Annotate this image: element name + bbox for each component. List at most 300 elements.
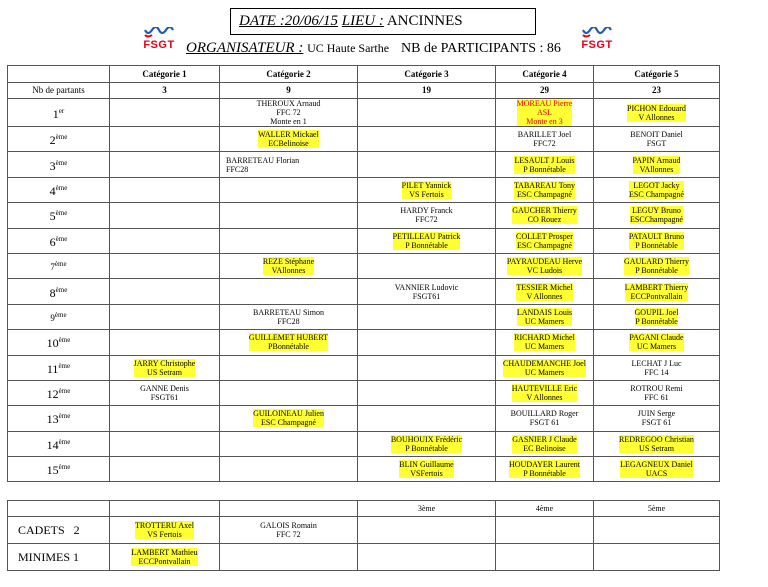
rank-cell [8, 279, 110, 304]
result-cell-cat-1 [110, 99, 220, 127]
result-cell-cat-4 [496, 304, 594, 329]
result-cell-cat-3 [358, 127, 496, 152]
rider-name: REDREGOO Christian [619, 434, 694, 444]
rank-row [8, 127, 720, 152]
rider-entry [516, 283, 572, 301]
result-cell-cat-2 [220, 99, 358, 127]
result-cell-cat-2 [220, 304, 358, 329]
rank-number: 11 [46, 361, 59, 376]
rank-cell [8, 431, 110, 456]
result-cell-cat-5 [594, 355, 720, 380]
youth-result-cell [220, 544, 358, 571]
result-cell-cat-4 [496, 127, 594, 152]
result-cell-cat-5 [594, 457, 720, 482]
rider-entry [629, 181, 684, 199]
rank-suffix: ème [54, 260, 67, 269]
result-cell-cat-4 [496, 355, 594, 380]
rank-row [8, 279, 720, 304]
rider-entry [509, 460, 580, 478]
rider-club: UC Mamers [524, 316, 565, 326]
rider-name: GANNE Denis [140, 384, 189, 394]
category-1-header: Catégorie 1 [110, 66, 220, 83]
category-2-header: Catégorie 2 [220, 66, 358, 83]
youth-result-cell [496, 517, 594, 544]
rider-club: EC Belinoise [523, 443, 566, 453]
rank-suffix: ème [55, 133, 68, 142]
rank-rows [8, 99, 720, 482]
rider-club: P Bonnétable [523, 469, 566, 479]
rider-club: UC Mamers [524, 342, 565, 352]
result-cell-cat-4 [496, 406, 594, 431]
category-5-header: Catégorie 5 [594, 66, 720, 83]
rider-club: FFC28 [226, 164, 249, 174]
youth-header-cell: 5ème [594, 501, 720, 517]
rider-club: CO Rouez [527, 215, 562, 225]
starters-count: 23 [594, 83, 720, 99]
rider-club: ESC Champagné [517, 240, 572, 250]
rider-club: Monte en 3 [526, 117, 563, 126]
rank-cell [8, 406, 110, 431]
youth-result-cell [594, 544, 720, 571]
result-cell-cat-3 [358, 152, 496, 177]
rider-name: LECHAT J Luc [631, 358, 682, 368]
result-cell-cat-2 [220, 406, 358, 431]
youth-header-cell: 4ème [496, 501, 594, 517]
rank-number: 10 [46, 336, 59, 351]
org-value: UC Haute Sarthe [307, 41, 390, 55]
rider-club: FFC 72 [276, 530, 301, 539]
rank-cell [8, 380, 110, 405]
rank-row [8, 457, 720, 482]
rider-club: FSGT 61 [641, 418, 672, 428]
rider-name: TABAREAU Tony [513, 180, 576, 190]
result-cell-cat-3 [358, 279, 496, 304]
rider-club: ECBelinoise [268, 139, 309, 149]
rider-club: FFC 61 [644, 393, 669, 403]
result-cell-cat-2 [220, 380, 358, 405]
rank-number: 8 [49, 285, 56, 300]
logo-wave-icon [144, 27, 174, 39]
result-cell-cat-2 [220, 203, 358, 228]
rank-row [8, 177, 720, 202]
rider-name: PILET Yannick [401, 180, 452, 190]
result-cell-cat-3 [358, 330, 496, 355]
rider-name: BENOIT Daniel [630, 130, 683, 140]
result-cell-cat-1 [110, 380, 220, 405]
result-cell-cat-1 [110, 228, 220, 253]
youth-table [7, 500, 720, 571]
rank-number: 4 [49, 183, 56, 198]
rank-suffix: ème [58, 437, 71, 446]
rank-number: 15 [46, 463, 59, 478]
participants-count: NB de PARTICIPANTS : 86 [401, 41, 561, 56]
corner-cell [8, 66, 110, 83]
rank-number: 9 [50, 312, 55, 323]
rider-entry [393, 232, 461, 250]
starters-count: 29 [496, 83, 594, 99]
rank-suffix: ème [55, 234, 68, 243]
result-cell-cat-2 [220, 127, 358, 152]
org-label: ORGANISATEUR : [186, 40, 304, 56]
rider-entry [507, 257, 582, 275]
result-cell-cat-3 [358, 203, 496, 228]
rider-name: GALOIS Romain [260, 521, 317, 530]
rider-name: PAPIN Arnaud [632, 155, 681, 165]
result-cell-cat-5 [594, 99, 720, 127]
starters-count: 19 [358, 83, 496, 99]
result-cell-cat-1 [110, 203, 220, 228]
rider-entry [263, 257, 314, 275]
rank-suffix: ème [58, 412, 71, 421]
youth-row [8, 517, 720, 544]
rider-entry [514, 333, 575, 351]
rank-cell [8, 330, 110, 355]
rank-number: 12 [46, 387, 59, 402]
rider-club: UC Mamers [524, 367, 565, 377]
rider-entry [620, 460, 693, 478]
rider-club: FSGT 61 [529, 418, 560, 428]
rider-entry [627, 104, 686, 122]
rider-club: UACS [645, 469, 668, 479]
result-cell-cat-2 [220, 457, 358, 482]
result-cell-cat-3 [358, 406, 496, 431]
result-cell-cat-3 [358, 457, 496, 482]
rider-entry [514, 156, 574, 174]
fsgt-logo-left [142, 27, 176, 55]
youth-result-cell [358, 517, 496, 544]
rider-club: FSGT61 [150, 393, 179, 403]
event-date-location [239, 13, 463, 30]
rider-entry [134, 359, 196, 377]
rider-entry [395, 283, 459, 301]
rider-club: P Bonnétable [405, 240, 448, 250]
date-value: 20/06/15 [284, 13, 339, 29]
rider-entry [630, 130, 683, 148]
rider-name: HAUTEVILLE Eric [511, 384, 578, 394]
organizer [186, 40, 389, 57]
result-cell-cat-4 [496, 99, 594, 127]
rider-club: VAllonnes [639, 164, 674, 174]
result-cell-cat-3 [358, 228, 496, 253]
rider-entry [624, 257, 689, 275]
rank-number: 7 [50, 262, 55, 273]
rider-name: LAMBERT Mathieu [131, 548, 198, 557]
result-cell-cat-4 [496, 152, 594, 177]
rider-club: FFC 72 [276, 108, 301, 117]
result-cell-cat-4 [496, 203, 594, 228]
result-cell-cat-3 [358, 431, 496, 456]
rider-name: ROTROU Remi [630, 384, 683, 394]
rider-club: ECCPontvallain [138, 557, 191, 566]
rider-entry [512, 435, 576, 453]
rider-name: BLIN Guillaume [399, 460, 454, 470]
rider-name: PETILLEAU Patrick [392, 231, 461, 241]
rider-name: HARDY Franck [400, 206, 453, 216]
result-cell-cat-4 [496, 457, 594, 482]
result-cell-cat-4 [496, 380, 594, 405]
rider-entry [633, 156, 681, 174]
youth-header-row [8, 501, 720, 517]
rider-name: GUILLEMET HUBERT [248, 333, 329, 343]
rider-club: ESCChampagné [630, 215, 683, 225]
result-cell-cat-5 [594, 152, 720, 177]
rider-club: FSGT61 [412, 291, 441, 301]
starters-count: 9 [220, 83, 358, 99]
result-cell-cat-3 [358, 253, 496, 278]
rank-suffix: ème [55, 158, 68, 167]
youth-header-cell [110, 501, 220, 517]
youth-header-cell [8, 501, 110, 517]
rider-name: COLLET Prosper [516, 231, 573, 241]
rank-row [8, 431, 720, 456]
rider-name: BARRETEAU Simon [253, 307, 324, 317]
youth-result-cell [594, 517, 720, 544]
rider-club: PBonnétable [268, 342, 309, 352]
result-cell-cat-5 [594, 330, 720, 355]
rider-club: ESC Champagné [517, 189, 572, 199]
rider-club: ESC Champagné [261, 418, 316, 428]
result-cell-cat-1 [110, 253, 220, 278]
rider-entry [625, 283, 688, 301]
rider-entry [511, 409, 579, 427]
rider-club: UC Mamers [636, 342, 677, 352]
rider-club: FFC72 [415, 215, 438, 225]
result-cell-cat-1 [110, 304, 220, 329]
result-cell-cat-2 [220, 330, 358, 355]
rider-club: VS Fertois [147, 530, 182, 539]
rider-name: JARRY Christophe [133, 358, 196, 368]
logo-text: FSGT [143, 39, 175, 51]
rider-entry [249, 333, 328, 351]
rider-name: BARRETEAU Florian [226, 155, 300, 165]
rank-cell [8, 152, 110, 177]
youth-result-cell [496, 544, 594, 571]
rank-row [8, 152, 720, 177]
result-cell-cat-4 [496, 177, 594, 202]
rider-club: P Bonnétable [405, 443, 448, 453]
result-cell-cat-1 [110, 177, 220, 202]
rider-entry [135, 521, 194, 539]
starters-row [8, 83, 720, 99]
result-cell-cat-5 [594, 304, 720, 329]
rider-entry [260, 521, 317, 539]
result-cell-cat-2 [220, 431, 358, 456]
rank-row [8, 380, 720, 405]
rank-number: 2 [49, 133, 56, 148]
youth-category-label: MINIMES 1 [8, 544, 110, 571]
result-cell-cat-3 [358, 304, 496, 329]
rider-name: REZE Stéphane [262, 257, 315, 267]
rider-entry [514, 181, 575, 199]
result-cell-cat-5 [594, 127, 720, 152]
rider-entry [226, 156, 299, 174]
rank-number: 13 [46, 412, 59, 427]
rank-suffix: er [58, 106, 65, 115]
rider-club: VS Fertois [409, 189, 444, 199]
rank-row [8, 304, 720, 329]
rider-entry [253, 409, 324, 427]
result-cell-cat-1 [110, 127, 220, 152]
youth-row [8, 544, 720, 571]
result-cell-cat-4 [496, 431, 594, 456]
rider-name: PAGANI Claude [629, 333, 684, 343]
result-cell-cat-4 [496, 253, 594, 278]
rider-club: VC Ludois [526, 266, 563, 276]
result-cell-cat-2 [220, 355, 358, 380]
rank-cell [8, 127, 110, 152]
result-cell-cat-5 [594, 431, 720, 456]
result-cell-cat-5 [594, 279, 720, 304]
rider-name: BARILLET Joel [517, 130, 572, 140]
rider-club: US Setram [147, 367, 182, 377]
rider-name: JUIN Serge [637, 409, 676, 419]
rider-entry [619, 435, 694, 453]
rank-number: 5 [49, 209, 56, 224]
rank-suffix: ème [55, 285, 68, 294]
result-cell-cat-2 [220, 152, 358, 177]
rank-suffix: ème [58, 387, 71, 396]
rider-name: THEROUX Arnaud [256, 99, 321, 108]
rider-name: GASNIER J Claude [512, 434, 577, 444]
rider-entry [635, 308, 679, 326]
lieu-label: LIEU : [341, 13, 384, 29]
rank-cell [8, 228, 110, 253]
rider-club: VAllonnes [271, 266, 306, 276]
result-cell-cat-1 [110, 431, 220, 456]
rider-entry [503, 359, 586, 377]
youth-category-label: CADETS 2 [8, 517, 110, 544]
rank-suffix: ème [58, 463, 71, 472]
rider-entry [140, 384, 189, 402]
rank-cell [8, 177, 110, 202]
rider-entry [631, 359, 681, 377]
rider-name: LAMBERT Thierry [624, 282, 689, 292]
rank-cell [8, 457, 110, 482]
category-4-header: Catégorie 4 [496, 66, 594, 83]
rider-club: P Bonnétable [635, 316, 678, 326]
rank-number: 3 [49, 158, 56, 173]
rider-entry [402, 181, 452, 199]
rider-club: V Allonnes [526, 291, 563, 301]
rider-entry [399, 460, 453, 478]
result-cell-cat-4 [496, 330, 594, 355]
rider-name: LESAULT J Louis [514, 155, 575, 165]
rider-club: P Bonnétable [635, 266, 678, 276]
rider-club: FSGT [646, 139, 667, 149]
rider-club: V Allonnes [526, 393, 563, 403]
rider-name: BOUILLARD Roger [510, 409, 579, 419]
result-cell-cat-3 [358, 355, 496, 380]
rider-name: LEGUY Bruno [632, 206, 681, 216]
rank-row [8, 355, 720, 380]
rank-row [8, 99, 720, 127]
rider-name: GAUCHER Thierry [512, 206, 577, 216]
date-label: DATE : [239, 13, 285, 29]
rider-club: P Bonnétable [635, 240, 678, 250]
rank-cell [8, 304, 110, 329]
rider-name: VANNIER Ludovic [394, 282, 459, 292]
rider-club: FFC 14 [644, 367, 669, 377]
rank-cell [8, 253, 110, 278]
result-cell-cat-3 [358, 380, 496, 405]
result-cell-cat-5 [594, 380, 720, 405]
result-cell-cat-2 [220, 177, 358, 202]
rider-entry [391, 435, 462, 453]
rider-club: ASL [536, 108, 553, 117]
youth-result-cell [110, 544, 220, 571]
fsgt-logo-right [580, 27, 614, 55]
rank-row [8, 203, 720, 228]
rank-suffix: ème [55, 209, 68, 218]
rider-name: GOUPIL Joel [634, 307, 679, 317]
starters-count: 3 [110, 83, 220, 99]
rider-name: LEGOT Jacky [633, 180, 680, 190]
rank-suffix: ème [54, 310, 67, 319]
category-3-header: Catégorie 3 [358, 66, 496, 83]
rank-cell [8, 99, 110, 127]
result-cell-cat-1 [110, 279, 220, 304]
result-cell-cat-4 [496, 228, 594, 253]
result-cell-cat-1 [110, 406, 220, 431]
result-cell-cat-2 [220, 279, 358, 304]
logo-wave-icon [582, 27, 612, 39]
rider-entry [400, 206, 452, 224]
results-table [7, 65, 720, 482]
rider-entry [131, 548, 197, 566]
rider-entry [517, 308, 572, 326]
rider-entry [512, 206, 577, 224]
rank-row [8, 406, 720, 431]
rider-entry [629, 232, 684, 250]
result-cell-cat-1 [110, 152, 220, 177]
youth-header-cell: 3ème [358, 501, 496, 517]
logo-text: FSGT [581, 39, 613, 51]
result-cell-cat-1 [110, 355, 220, 380]
youth-rows [8, 517, 720, 571]
rider-club: FFC72 [533, 139, 556, 149]
rider-club: ECCPontvallain [630, 291, 683, 301]
rider-entry [638, 409, 675, 427]
lieu-value: ANCINNES [386, 13, 463, 29]
rider-club: P Bonnétable [523, 164, 566, 174]
rank-row [8, 330, 720, 355]
rider-name: TROTTERU Axel [135, 521, 194, 530]
result-cell-cat-5 [594, 406, 720, 431]
rider-name: CHAUDEMANCHE Joel [503, 358, 586, 368]
rank-cell [8, 355, 110, 380]
rider-name: HOUDAYER Laurent [508, 460, 581, 470]
rider-name: GUILOINEAU Julien [253, 409, 324, 419]
nb-partants-label: Nb de partants [8, 83, 110, 99]
rider-name: RICHARD Michel [514, 333, 575, 343]
rider-club: ESC Champagné [629, 189, 684, 199]
result-cell-cat-4 [496, 279, 594, 304]
rider-entry [629, 333, 683, 351]
rider-name: PATAULT Bruno [628, 231, 685, 241]
result-cell-cat-5 [594, 203, 720, 228]
rider-name: WALLER Mickael [258, 130, 319, 140]
rider-entry [516, 232, 573, 250]
youth-result-cell [220, 517, 358, 544]
rider-name: PAYRAUDEAU Herve [506, 257, 583, 267]
result-cell-cat-1 [110, 457, 220, 482]
rank-suffix: ème [55, 183, 68, 192]
rider-name: MOREAU Pierre [516, 99, 573, 108]
rider-name: LEGAGNEUX Daniel [620, 460, 693, 470]
rider-entry [253, 308, 324, 326]
youth-result-cell [110, 517, 220, 544]
result-cell-cat-5 [594, 228, 720, 253]
